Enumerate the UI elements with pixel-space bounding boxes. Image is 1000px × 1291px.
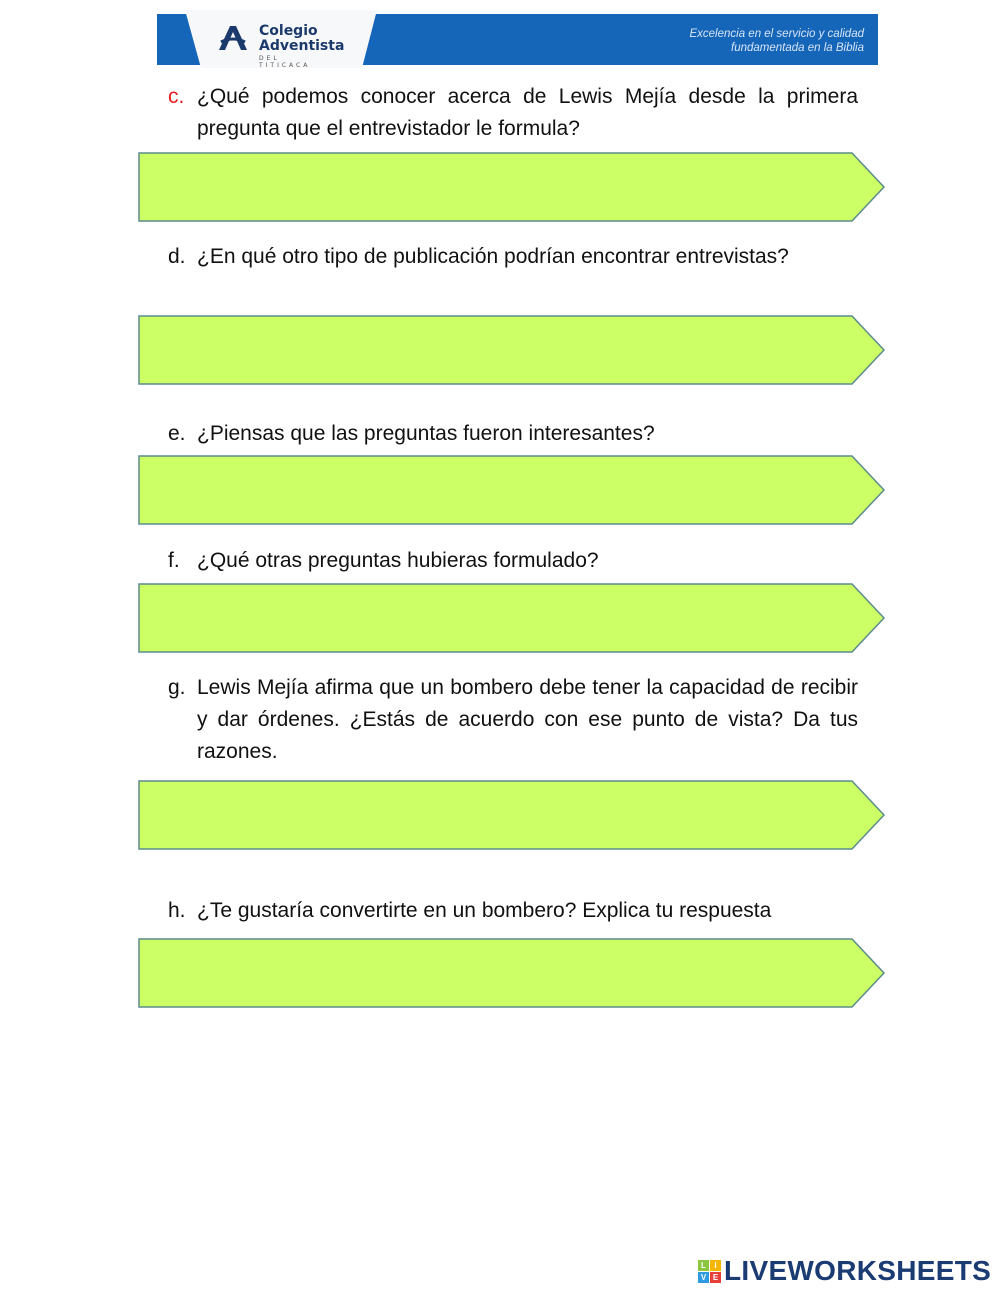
question-marker: e. [168,422,186,445]
liveworksheets-logo [698,1256,991,1286]
badge-letter: I [710,1260,721,1271]
answer-input-h[interactable] [144,944,848,1004]
badge-letter: V [698,1272,709,1283]
question-f [168,545,858,577]
question-text: ¿En qué otro tipo de publicación podrían encontrar entrevistas? [197,245,789,268]
question-marker: g. [168,676,186,699]
answer-input-d[interactable] [144,321,848,381]
live-badge-icon [698,1260,721,1283]
question-e [168,418,858,450]
answer-field-f[interactable] [138,583,886,653]
school-name-line-3: DEL TITICACA [259,55,311,69]
school-motto [689,27,864,55]
school-name-line-1: Colegio [259,23,318,39]
question-c [168,81,858,145]
answer-input-e[interactable] [144,461,848,521]
badge-letter: E [710,1272,721,1283]
answer-field-h[interactable] [138,938,886,1008]
school-name-line-2: Adventista [259,38,345,54]
answer-input-g[interactable] [144,786,848,846]
question-marker: d. [168,245,186,268]
badge-letter: L [698,1260,709,1271]
answer-field-g[interactable] [138,780,886,850]
question-marker: c. [168,85,185,108]
answer-input-f[interactable] [144,589,848,649]
answer-input-c[interactable] [144,158,848,218]
question-h [168,895,858,927]
question-text: ¿Qué podemos conocer acerca de Lewis Mejía desde la primera pregunta que el entrevistador le formula? [197,85,858,140]
question-text: ¿Qué otras preguntas hubieras formulado? [197,549,599,572]
answer-field-d[interactable] [138,315,886,385]
question-text: ¿Te gustaría convertirte en un bombero? Explica tu respuesta [197,899,772,922]
answer-field-c[interactable] [138,152,886,222]
brand-name: LIVEWORKSHEETS [724,1255,992,1286]
question-marker: f. [168,549,180,572]
motto-line-1: Excelencia en el servicio y calidad [689,28,864,40]
question-marker: h. [168,899,186,922]
motto-line-2: fundamentada en la Biblia [731,42,864,54]
question-text: Lewis Mejía afirma que un bombero debe tener la capacidad de recibir y dar órdenes. ¿Estás de acuerdo con ese punto de vista? Da tus razones. [197,676,858,763]
question-d [168,241,858,273]
question-text: ¿Piensas que las preguntas fueron interesantes? [197,422,655,445]
question-g [168,672,858,768]
answer-field-e[interactable] [138,455,886,525]
